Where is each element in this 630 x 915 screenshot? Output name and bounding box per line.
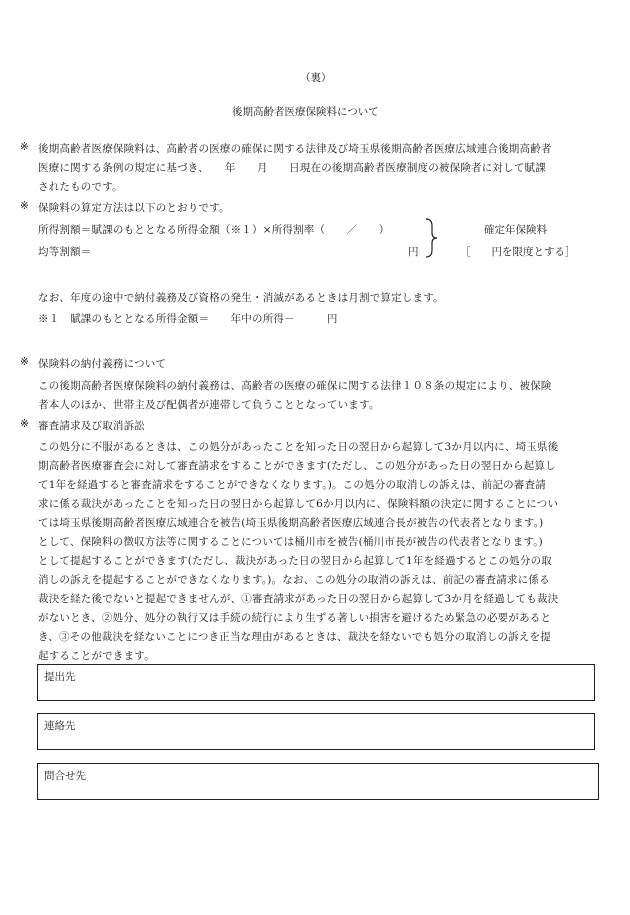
contact-label: 連絡先	[44, 720, 76, 732]
income-levy-formula: 所得割額＝賦課のもととなる所得金額（※１）×所得割率（ ／ ）	[38, 224, 390, 236]
appeal-line: 求に係る裁決があったことを知った日の翌日から起算して6か月以内に、保険料額の決定に関することについ	[38, 498, 559, 510]
section1-line: 医療に関する条例の規定に基づき、 年 月 日現在の後期高齢者医療制度の被保険者に対して賦課	[38, 162, 546, 174]
note-mark: ※	[20, 200, 29, 212]
page-side-label: （裏）	[300, 72, 332, 84]
payment-duty-line: この後期高齢者医療保険料の納付義務は、高齢者の医療の確保に関する法律１０８条の規定により、被保険	[38, 380, 552, 392]
income-footnote: ※１ 賦課のもととなる所得金額＝ 年中の所得－ 円	[38, 313, 338, 325]
right-brace-icon	[424, 218, 438, 258]
appeal-line: て1年を経過すると審査請求をすることができなくなります。)。この処分の取消しの訴えは、前記の審査請	[38, 479, 546, 491]
section1-line: されたものです。	[38, 181, 123, 193]
note-mark: ※	[20, 141, 29, 153]
yen-unit: 円	[408, 246, 419, 258]
contact-box	[37, 713, 595, 750]
appeal-line: 裁決を経た後でないと提起できませんが、①審査請求があった日の翌日から起算して3か月を経過しても裁決	[38, 593, 559, 605]
note-mark: ※	[20, 418, 29, 430]
appeal-line: き、③その他裁決を経ないことにつき正当な理由があるときは、裁決を経ないでも処分の取消しの訴えを提	[38, 631, 551, 643]
appeal-line: として提起することができます(ただし、裁決があった日の翌日から起算して1年を経過するとこの処分の取	[38, 555, 552, 567]
appeal-line: 起することができます。	[38, 650, 155, 662]
appeal-heading: 審査請求及び取消訴訟	[38, 420, 145, 432]
inquiry-label: 問合せ先	[44, 770, 86, 782]
appeal-line: 期高齢者医療審査会に対して審査請求をすることができます(ただし、この処分があった日の翌日から起算し	[38, 460, 556, 472]
appeal-line: ては埼玉県後期高齢者医療広域連合を被告(埼玉県後期高齢者医療広域連合長が被告の代表者となります。)	[38, 517, 544, 529]
appeal-line: がないとき、②処分、処分の執行又は手続の続行により生ずる著しい損害を避けるため緊急の必要があると	[38, 612, 552, 624]
note-mark: ※	[20, 356, 29, 368]
submit-to-box	[37, 664, 595, 701]
monthly-calc-note: なお、年度の途中で納付義務及び資格の発生・消滅があるときは月割で算定します。	[38, 292, 444, 304]
annual-premium-label: 確定年保険料	[484, 224, 547, 236]
payment-duty-heading: 保険料の納付義務について	[38, 358, 167, 370]
submit-to-label: 提出先	[44, 671, 76, 683]
limit-note: ［ 円を限度とする］	[460, 246, 576, 258]
inquiry-box	[37, 763, 599, 800]
payment-duty-line: 者本人のほか、世帯主及び配偶者が連帯して負うこととなっています。	[38, 399, 380, 411]
page-title: 後期高齢者医療保険料について	[232, 106, 379, 118]
section1-line: 後期高齢者医療保険料は、高齢者の医療の確保に関する法律及び埼玉県後期高齢者医療広域連合後期高齢者	[38, 143, 552, 155]
appeal-line: この処分に不服があるときは、この処分があったことを知った日の翌日から起算して3か月以内に、埼玉県後	[38, 441, 559, 453]
appeal-line: として、保険料の徴収方法等に関することについては桶川市を被告(桶川市長が被告の代表者となります。)	[38, 536, 543, 548]
calc-method-heading: 保険料の算定方法は以下のとおりです。	[38, 202, 230, 214]
equal-levy-formula: 均等割額＝	[38, 246, 92, 258]
appeal-line: 消しの訴えを提起することができなくなります。)。なお、この処分の取消の訴えは、前記の審査請求に係る	[38, 574, 550, 586]
